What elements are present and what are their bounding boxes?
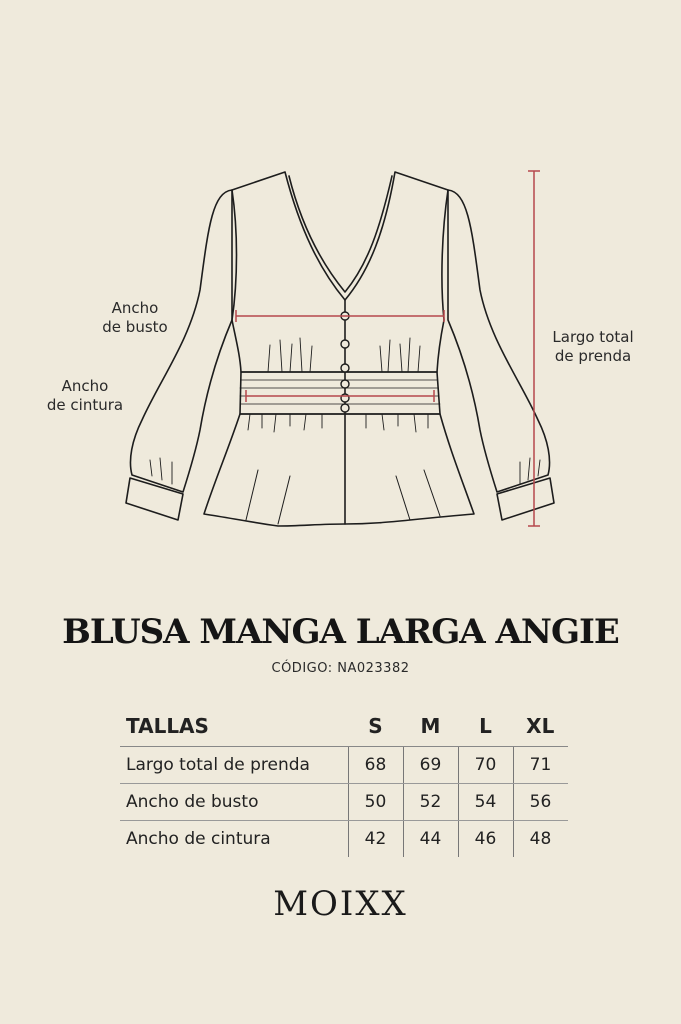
table-cell: 44 [403,821,458,858]
table-cell: 71 [513,747,568,784]
size-s-header: S [348,706,403,747]
bodice [232,172,448,372]
table-row [120,747,568,784]
button-4 [341,380,349,388]
waist-measure-line [246,390,434,402]
table-row [120,784,568,821]
table-cell: 69 [403,747,458,784]
bust-label: Ancho de busto [102,299,168,336]
button-3 [341,364,349,372]
size-table [120,706,568,857]
table-cell: 46 [458,821,513,858]
size-m-header: M [403,706,458,747]
table-cell: 50 [348,784,403,821]
size-l-header: L [458,706,513,747]
row-label: Largo total de prenda [120,747,348,784]
product-title: BLUSA MANGA LARGA ANGIE [62,612,619,652]
right-cuff [497,478,554,520]
table-cell: 48 [513,821,568,858]
waist-label: Ancho de cintura [46,377,124,414]
size-table-header [120,706,568,747]
brand-logo: MOIXX [273,884,408,924]
table-cell: 56 [513,784,568,821]
peplum [204,414,474,526]
table-cell: 54 [458,784,513,821]
length-label: Largo total de prenda [552,328,634,365]
button-2 [341,340,349,348]
waistband [240,372,440,414]
table-row [120,821,568,858]
size-xl-header: XL [513,706,568,747]
row-label: Ancho de cintura [126,829,271,849]
row-label: Ancho de busto [120,784,348,821]
product-code: CÓDIGO: NA023382 [271,661,410,676]
table-cell: 52 [403,784,458,821]
button-6 [341,404,349,412]
table-cell: 68 [348,747,403,784]
left-sleeve [130,190,232,492]
tallas-header: TALLAS [120,706,348,747]
table-cell: 42 [348,821,403,858]
left-cuff [126,478,183,520]
button-5 [341,394,349,402]
bust-measure-line [236,310,444,322]
table-cell: 70 [458,747,513,784]
